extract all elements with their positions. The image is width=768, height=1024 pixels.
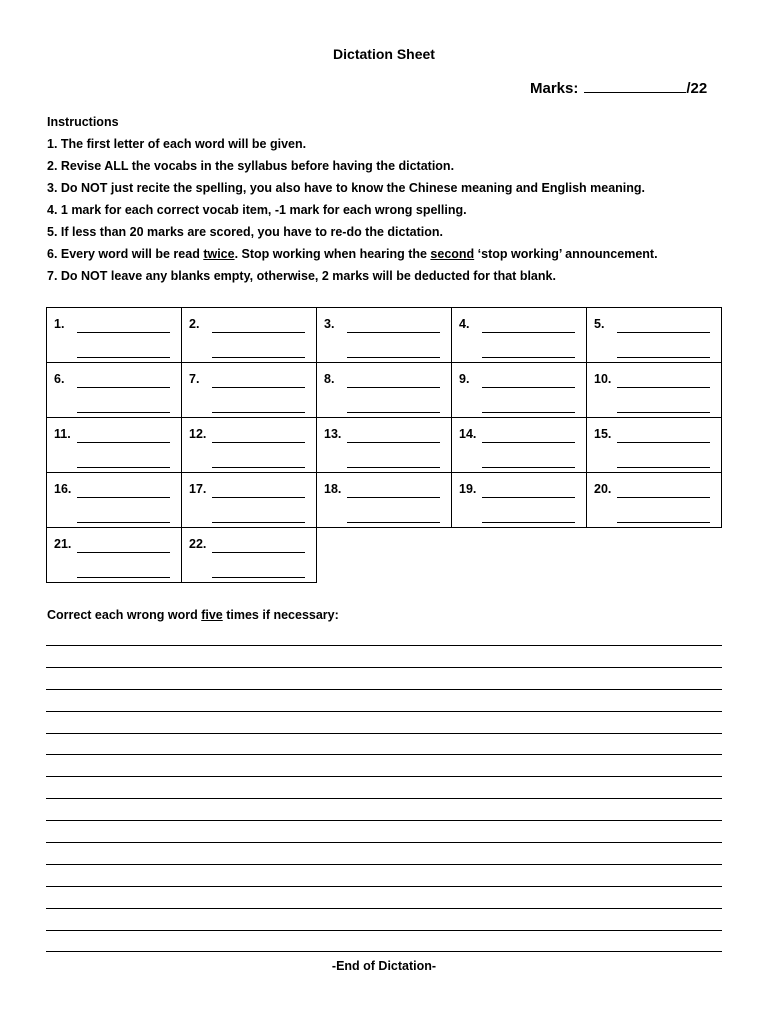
answer-blank[interactable] xyxy=(212,522,305,523)
marks-blank[interactable] xyxy=(584,78,686,93)
writing-line[interactable] xyxy=(46,798,722,820)
answer-cell xyxy=(452,473,587,528)
answer-cell xyxy=(452,363,587,418)
answer-number: 8. xyxy=(324,372,335,386)
answer-cell xyxy=(47,308,182,363)
instruction-text: 1. The first letter of each word will be given. xyxy=(47,137,307,151)
answer-cell xyxy=(47,363,182,418)
instruction-item xyxy=(47,155,658,177)
answer-cell xyxy=(587,418,722,473)
correction-suffix: times if necessary: xyxy=(222,608,339,622)
answer-cell xyxy=(47,473,182,528)
answer-cell xyxy=(182,308,317,363)
answer-blank[interactable] xyxy=(77,442,170,443)
instruction-text: . Stop working when hearing the xyxy=(234,247,431,261)
correction-emphasis: five xyxy=(201,608,223,622)
answer-grid-row xyxy=(47,418,722,473)
instruction-emphasis: second xyxy=(430,247,475,261)
answer-grid-row xyxy=(47,363,722,418)
writing-line[interactable] xyxy=(46,908,722,930)
answer-grid-row xyxy=(47,308,722,363)
answer-number: 1. xyxy=(54,317,65,331)
answer-blank[interactable] xyxy=(77,412,170,413)
instruction-text: 3. Do NOT just recite the spelling, you also have to know the Chinese meaning and English meaning. xyxy=(47,181,646,195)
answer-blank[interactable] xyxy=(212,497,305,498)
instruction-text: 4. 1 mark for each correct vocab item, -1 mark for each wrong spelling. xyxy=(47,203,467,217)
answer-blank[interactable] xyxy=(212,552,305,553)
answer-number: 15. xyxy=(594,427,612,441)
answer-number: 21. xyxy=(54,537,72,551)
writing-line[interactable] xyxy=(46,820,722,842)
answer-blank[interactable] xyxy=(482,497,575,498)
answer-number: 18. xyxy=(324,482,342,496)
instruction-item xyxy=(47,199,658,221)
answer-blank[interactable] xyxy=(77,552,170,553)
empty-cell xyxy=(587,528,722,583)
answer-blank[interactable] xyxy=(77,497,170,498)
answer-blank[interactable] xyxy=(77,357,170,358)
answer-blank[interactable] xyxy=(212,332,305,333)
answer-number: 12. xyxy=(189,427,207,441)
answer-cell xyxy=(317,308,452,363)
answer-blank[interactable] xyxy=(482,467,575,468)
writing-line[interactable] xyxy=(46,864,722,886)
end-of-dictation: -End of Dictation- xyxy=(331,959,437,973)
writing-line[interactable] xyxy=(46,689,722,711)
answer-cell xyxy=(182,473,317,528)
answer-number: 2. xyxy=(189,317,200,331)
answer-cell xyxy=(317,363,452,418)
answer-cell xyxy=(452,418,587,473)
marks-colon: : xyxy=(573,80,579,97)
answer-number: 22. xyxy=(189,537,207,551)
answer-cell xyxy=(182,528,317,583)
answer-cell xyxy=(182,418,317,473)
correction-prefix: Correct each wrong word xyxy=(47,608,202,622)
answer-grid xyxy=(46,307,722,583)
instruction-text: 5. If less than 20 marks are scored, you have to re-do the dictation. xyxy=(47,225,443,239)
answer-blank[interactable] xyxy=(617,412,710,413)
answer-blank[interactable] xyxy=(482,412,575,413)
answer-blank[interactable] xyxy=(617,332,710,333)
writing-line[interactable] xyxy=(46,776,722,798)
answer-blank[interactable] xyxy=(617,442,710,443)
answer-blank[interactable] xyxy=(347,497,440,498)
answer-cell xyxy=(587,473,722,528)
answer-blank[interactable] xyxy=(617,387,710,388)
answer-blank[interactable] xyxy=(347,357,440,358)
answer-cell xyxy=(47,418,182,473)
empty-cell xyxy=(317,528,452,583)
marks-label: Marks xyxy=(530,80,574,97)
answer-blank[interactable] xyxy=(482,357,575,358)
instruction-item xyxy=(47,243,658,265)
answer-blank[interactable] xyxy=(212,387,305,388)
answer-cell xyxy=(182,363,317,418)
answer-number: 9. xyxy=(459,372,470,386)
answer-number: 5. xyxy=(594,317,605,331)
page-title: Dictation Sheet xyxy=(333,46,435,62)
instruction-item xyxy=(47,177,658,199)
answer-cell xyxy=(452,308,587,363)
answer-number: 4. xyxy=(459,317,470,331)
instructions-list xyxy=(47,133,658,287)
answer-cell xyxy=(47,528,182,583)
answer-blank[interactable] xyxy=(617,522,710,523)
answer-blank[interactable] xyxy=(347,332,440,333)
answer-blank[interactable] xyxy=(347,467,440,468)
instructions-section xyxy=(47,111,658,287)
answer-cell xyxy=(317,418,452,473)
answer-blank[interactable] xyxy=(212,442,305,443)
instruction-text: 7. Do NOT leave any blanks empty, otherwise, 2 marks will be deducted for that blank. xyxy=(47,269,556,283)
answer-blank[interactable] xyxy=(77,522,170,523)
answer-number: 10. xyxy=(594,372,612,386)
empty-cell xyxy=(452,528,587,583)
marks-field xyxy=(530,78,707,97)
answer-blank[interactable] xyxy=(77,467,170,468)
answer-blank[interactable] xyxy=(212,467,305,468)
answer-blank[interactable] xyxy=(617,497,710,498)
answer-number: 17. xyxy=(189,482,207,496)
answer-number: 7. xyxy=(189,372,200,386)
instruction-item xyxy=(47,133,658,155)
marks-total: /22 xyxy=(686,80,708,97)
writing-line[interactable] xyxy=(46,754,722,776)
answer-number: 3. xyxy=(324,317,335,331)
answer-cell xyxy=(587,363,722,418)
instructions-heading: Instructions xyxy=(47,115,119,129)
answer-cell xyxy=(587,308,722,363)
answer-blank[interactable] xyxy=(212,577,305,578)
instruction-item xyxy=(47,221,658,243)
answer-number: 6. xyxy=(54,372,65,386)
writing-line[interactable] xyxy=(46,733,722,755)
answer-blank[interactable] xyxy=(617,357,710,358)
correction-instruction xyxy=(47,608,339,622)
answer-number: 16. xyxy=(54,482,72,496)
answer-number: 11. xyxy=(54,427,71,441)
instruction-item xyxy=(47,265,658,287)
writing-line[interactable] xyxy=(46,842,722,864)
instruction-text: 2. Revise ALL the vocabs in the syllabus before having the dictation. xyxy=(47,159,455,173)
answer-blank[interactable] xyxy=(212,412,305,413)
answer-blank[interactable] xyxy=(347,442,440,443)
writing-line[interactable] xyxy=(46,930,722,952)
answer-blank[interactable] xyxy=(77,387,170,388)
answer-number: 19. xyxy=(459,482,477,496)
instruction-emphasis: twice xyxy=(203,247,235,261)
instruction-text: ‘stop working’ announcement. xyxy=(474,247,658,261)
answer-blank[interactable] xyxy=(482,332,575,333)
answer-blank[interactable] xyxy=(77,332,170,333)
writing-line[interactable] xyxy=(46,886,722,908)
correction-lines xyxy=(46,645,722,973)
answer-blank[interactable] xyxy=(347,522,440,523)
answer-number: 14. xyxy=(459,427,477,441)
answer-blank[interactable] xyxy=(617,467,710,468)
answer-grid-row xyxy=(47,528,722,583)
instruction-text: 6. Every word will be read xyxy=(47,247,204,261)
answer-blank[interactable] xyxy=(212,357,305,358)
answer-blank[interactable] xyxy=(482,442,575,443)
answer-blank[interactable] xyxy=(77,577,170,578)
answer-blank[interactable] xyxy=(482,387,575,388)
answer-cell xyxy=(317,473,452,528)
writing-line[interactable] xyxy=(46,667,722,689)
answer-blank[interactable] xyxy=(347,412,440,413)
answer-blank[interactable] xyxy=(347,387,440,388)
writing-line[interactable] xyxy=(46,711,722,733)
answer-number: 20. xyxy=(594,482,612,496)
writing-line[interactable] xyxy=(46,645,722,667)
answer-grid-row xyxy=(47,473,722,528)
answer-blank[interactable] xyxy=(482,522,575,523)
answer-number: 13. xyxy=(324,427,342,441)
